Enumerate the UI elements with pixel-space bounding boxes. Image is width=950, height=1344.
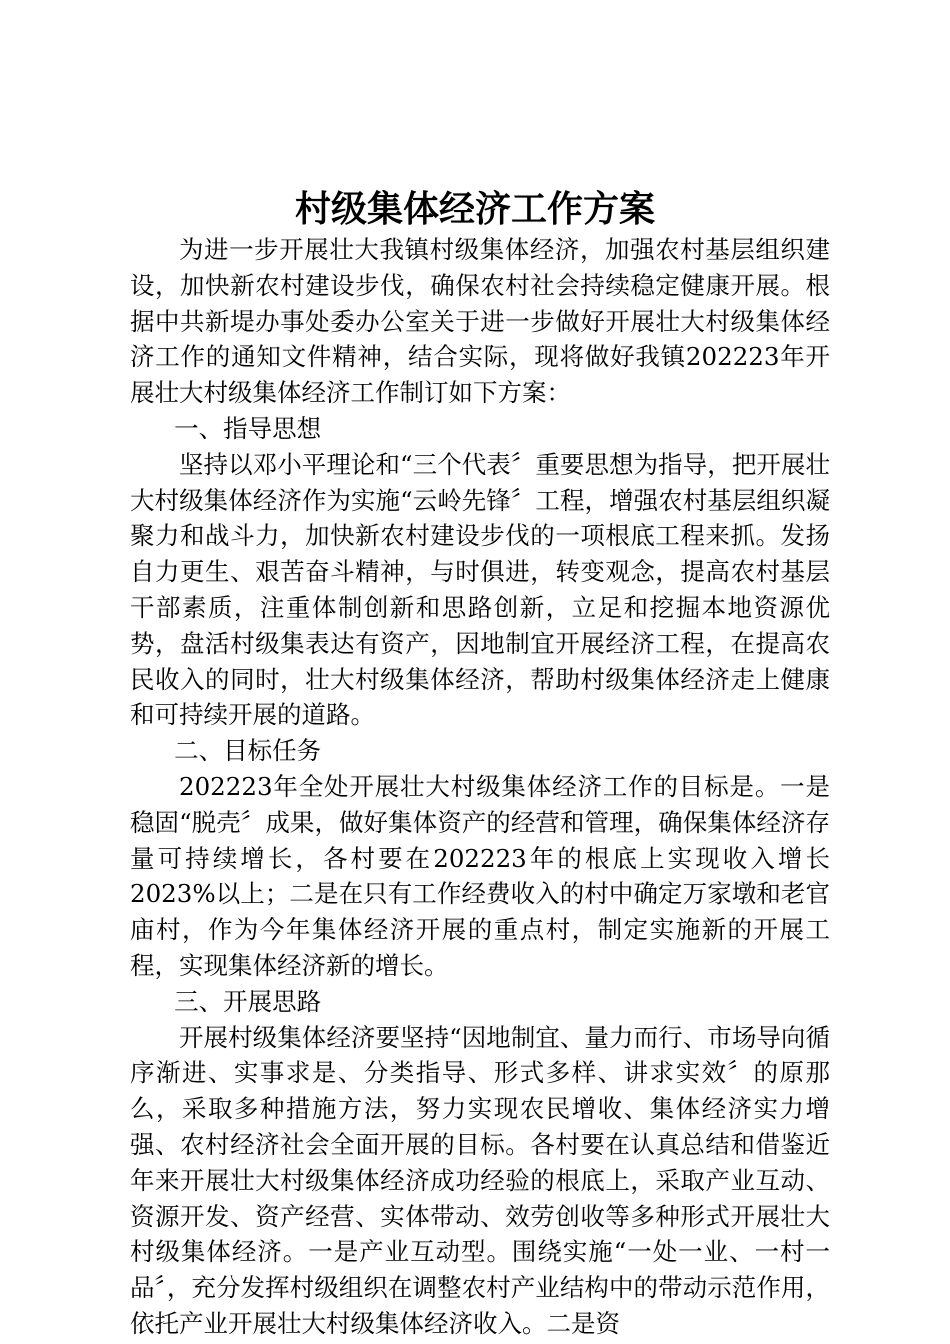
intro-paragraph: 为进一步开展壮大我镇村级集体经济，加强农村基层组织建设，加快新农村建设步伐，确保农村社会持续稳定健康开展。根据中共新堤办事处委办公室关于进一步做好开展壮大村级集体经济工作的通知文件精神，结合实际，现将做好我镇202223年开展壮大村级集体经济工作制订如下方案： [130,235,830,408]
document-title: 村级集体经济工作方案 [294,188,655,230]
section-heading-guiding-ideology: 一、指导思想 [174,413,322,443]
section-heading-goals: 二、目标任务 [174,736,322,766]
guiding-ideology-paragraph: 坚持以邓小平理论和“三个代表〞重要思想为指导，把开展壮大村级集体经济作为实施“云岭先锋〞工程，增强农村基层组织凝聚力和战斗力，加快新农村建设步伐的一项根底工程来抓。发扬自力更生、艰苦奋斗精神，与时俱进，转变观念，提高农村基层干部素质，注重体制创新和思路创新，立足和挖掘本地资源优势，盘活村级集表达有资产，因地制宜开展经济工程，在提高农民收入的同时，壮大村级集体经济，帮助村级集体经济走上健康和可持续开展的道路。 [130,449,830,730]
approach-paragraph: 开展村级集体经济要坚持“因地制宜、量力而行、市场导向循序渐进、实事求是、分类指导、形式多样、讲求实效〞的原那么，采取多种措施方法，努力实现农民增收、集体经济实力增强、农村经济社会全面开展的目标。各村要在认真总结和借鉴近年来开展壮大村级集体经济成功经验的根底上，采取产业互动、资源开发、资产经营、实体带动、效劳创收等多种形式开展壮大村级集体经济。一是产业互动型。围绕实施“一处一业、一村一品〞，充分发挥村级组织在调整农村产业结构中的带动示范作用，依托产业开展壮大村级集体经济收入。二是资 [130,1022,830,1338]
section-heading-approach: 三、开展思路 [174,986,322,1016]
goals-paragraph: 202223年全处开展壮大村级集体经济工作的目标是。一是稳固“脱壳〞成果，做好集体资产的经营和管理，确保集体经济存量可持续增长，各村要在202223年的根底上实现收入增长2023%以上；二是在只有工作经费收入的村中确定万家墩和老官庙村，作为今年集体经济开展的重点村，制定实施新的开展工程，实现集体经济新的增长。 [130,771,830,980]
document-body [130,232,830,1342]
